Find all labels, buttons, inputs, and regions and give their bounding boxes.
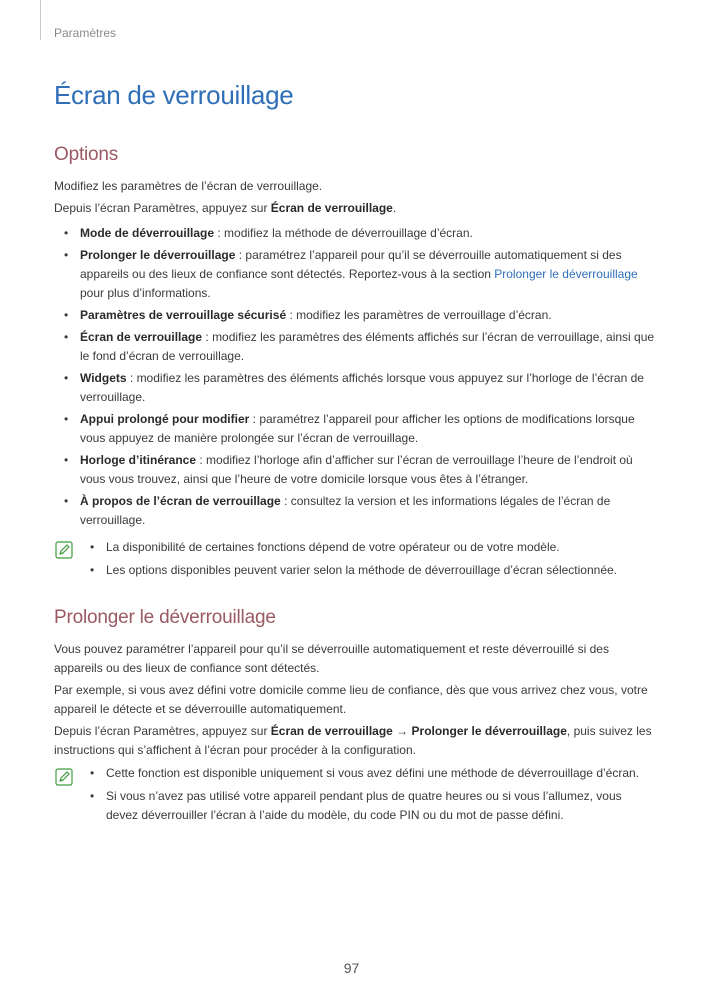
section-header: Paramètres bbox=[54, 26, 117, 40]
options-notes bbox=[88, 538, 644, 584]
header-rule bbox=[40, 0, 41, 40]
list-item: • Les options disponibles peuvent varier selon la méthode de déverrouillage d’écran sélectionnée. bbox=[88, 561, 644, 580]
note-icon bbox=[55, 541, 73, 559]
list-item: • Mode de déverrouillage : modifiez la méthode de déverrouillage d’écran. bbox=[62, 224, 656, 243]
options-intro-2: Depuis l’écran Paramètres, appuyez sur Écran de verrouillage. bbox=[54, 201, 397, 215]
extend-paragraph-1: Vous pouvez paramétrer l’appareil pour qu’il se déverrouille automatiquement et reste déverrouillé si des appareils ou des lieux de confiance sont détectés. bbox=[54, 642, 609, 675]
list-item: • La disponibilité de certaines fonctions dépend de votre opérateur ou de votre modèle. bbox=[88, 538, 644, 557]
extend-paragraph-3: Depuis l’écran Paramètres, appuyez sur Écran de verrouillage → Prolonger le déverrouillage, puis suivez les instructions qui s’affichent à l’écran pour procéder à la configuration. bbox=[54, 724, 652, 757]
list-item: • Cette fonction est disponible uniquement si vous avez défini une méthode de déverrouillage d’écran. bbox=[88, 764, 644, 783]
list-item: • Horloge d’itinérance : modifiez l’horloge afin d’afficher sur l’écran de verrouillage l’heure de l’endroit où vous vous trouvez, ainsi que l’heure de votre domicile lorsque vous êtes à l’étranger. bbox=[62, 451, 656, 489]
page-number: 97 bbox=[343, 960, 360, 976]
options-intro-1: Modifiez les paramètres de l’écran de verrouillage. bbox=[54, 179, 323, 193]
path-bold-extend: Prolonger le déverrouillage bbox=[411, 724, 567, 738]
list-item: • Si vous n’avez pas utilisé votre appareil pendant plus de quatre heures ou si vous l’allumez, vous devez déverrouiller l’écran à l’aide du modèle, du code PIN ou du mot de passe défini. bbox=[88, 787, 644, 825]
list-item: • Prolonger le déverrouillage : paramétrez l’appareil pour qu’il se déverrouille automatiquement si des appareils ou des lieux de confiance sont détectés. Reportez-vous à la section Prolonger le déverrouillage pour plus d’informations. bbox=[62, 246, 656, 303]
extend-paragraph-2: Par exemple, si vous avez défini votre domicile comme lieu de confiance, dès que vous arrivez chez vous, votre appareil le détecte et se déverrouille automatiquement. bbox=[54, 683, 648, 716]
note-icon bbox=[55, 768, 73, 786]
list-item: • À propos de l’écran de verrouillage : consultez la version et les informations légales de l’écran de verrouillage. bbox=[62, 492, 656, 530]
page-title: Écran de verrouillage bbox=[54, 80, 294, 110]
extend-heading: Prolonger le déverrouillage bbox=[54, 607, 276, 628]
options-list bbox=[62, 224, 656, 533]
list-item: • Appui prolongé pour modifier : paramétrez l’appareil pour afficher les options de modifications lorsque vous appuyez de manière prolongée sur l’écran de verrouillage. bbox=[62, 410, 656, 448]
list-item: • Widgets : modifiez les paramètres des éléments affichés lorsque vous appuyez sur l’horloge de l’écran de verrouillage. bbox=[62, 369, 656, 407]
list-item: • Écran de verrouillage : modifiez les paramètres des éléments affichés sur l’écran de verrouillage, ainsi que le fond d’écran de verrouillage. bbox=[62, 328, 656, 366]
list-item: • Paramètres de verrouillage sécurisé : modifiez les paramètres de verrouillage d’écran. bbox=[62, 306, 656, 325]
intro-bold-lockscreen: Écran de verrouillage bbox=[270, 201, 393, 215]
path-bold-lockscreen: Écran de verrouillage bbox=[270, 724, 393, 738]
options-heading: Options bbox=[54, 144, 119, 165]
extend-notes bbox=[88, 764, 644, 829]
prolonger-link[interactable]: Prolonger le déverrouillage bbox=[494, 267, 638, 281]
